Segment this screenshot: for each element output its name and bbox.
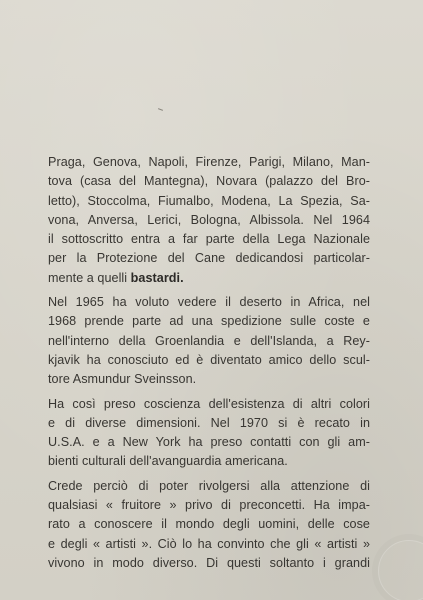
text-line: Crede perciò di poter rivolgersi alla attenzione di [48,478,370,493]
text-line: vona, Anversa, Lerici, Bologna, Albissola. Nel 1964 [48,212,370,227]
paragraph-1 [48,153,370,288]
text-line: tova (casa del Mantegna), Novara (palazzo del Bro- [48,174,370,189]
text-line: tore Asmundur Sveinsson. [48,372,197,387]
text-line: vivono in modo diverso. Di questi soltanto i grandi [48,555,370,570]
text-line: nell'interno della Groenlandia e dell'Islanda, a Rey- [48,333,370,348]
text-line [48,269,370,288]
text-line: e di diverse dimensioni. Nel 1970 si è recato in [48,415,370,430]
text-line: bienti culturali dell'avanguardia americana. [48,454,288,469]
text-line: kjavik ha conosciuto ed è diventato amico dello scul- [48,352,370,367]
text-line: Nel 1965 ha voluto vedere il deserto in Africa, nel [48,295,370,310]
text-line: Praga, Genova, Napoli, Firenze, Parigi, Milano, Man- [48,155,370,169]
text-line: e degli « artisti ». Ciò lo ha convinto che gli « artisti » [48,536,370,551]
text-line: qualsiasi « fruitore » privo di preconcetti. Ha impa- [48,498,370,513]
text-line: Ha così preso coscienza dell'esistenza di altri colori [48,396,370,411]
body-text [48,153,370,578]
text-line: per la Protezione del Cane dedicandosi particolar- [48,251,370,266]
embossed-seal-mark [378,540,423,600]
paper-speck [158,108,163,111]
bold-word: bastardi. [130,270,184,285]
text-line: rato a conoscere il mondo degli uomini, delle cose [48,517,370,532]
text-line: 1968 prende parte ad una spedizione sulle coste e [48,314,370,329]
paragraph-3 [48,395,370,472]
text-run: mente a quelli [48,270,131,285]
text-line: il sottoscritto entra a far parte della Lega Nazionale [48,232,370,247]
text-line: letto), Stoccolma, Fiumalbo, Modena, La Spezia, Sa- [48,193,370,208]
paragraph-4 [48,477,370,573]
text-line: U.S.A. e a New York ha preso contatti con gli am- [48,435,370,450]
paragraph-2 [48,293,370,389]
